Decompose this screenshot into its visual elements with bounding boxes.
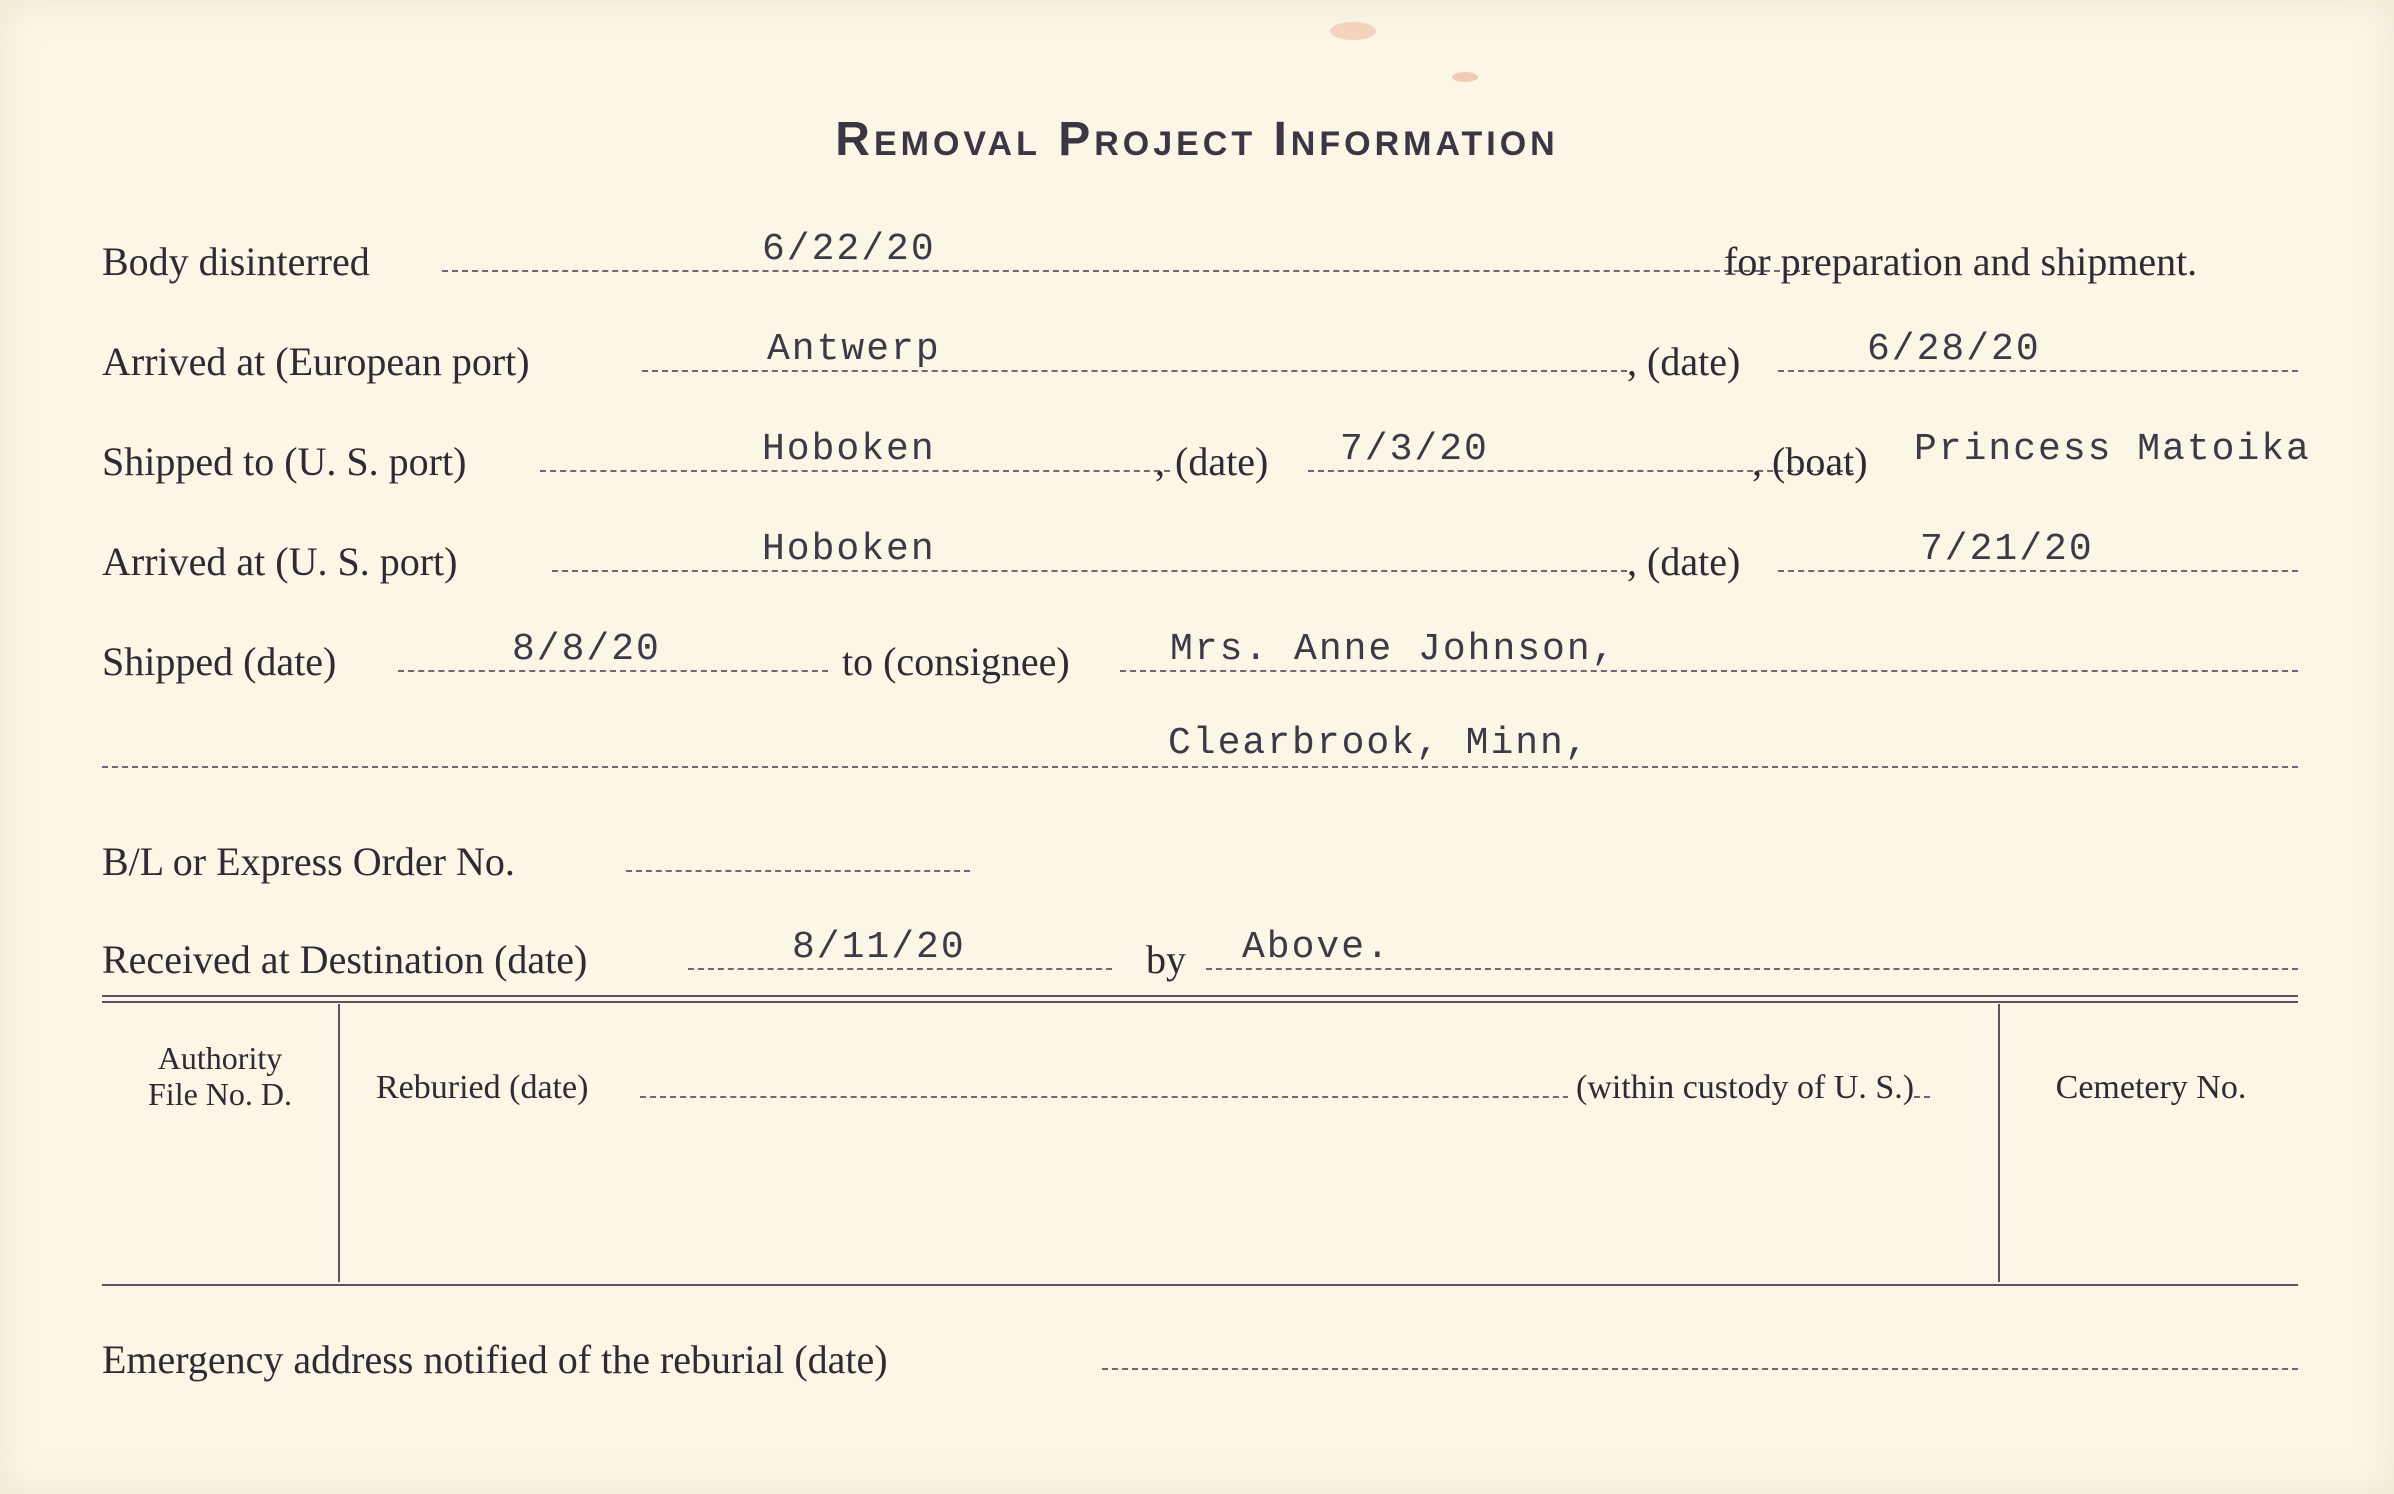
boat-name: Princess Matoika bbox=[1914, 428, 2311, 471]
table-divider bbox=[1998, 1004, 2000, 1282]
us-port-arrived-value: Hoboken bbox=[762, 528, 936, 571]
custody-label: (within custody of U. S.) bbox=[1568, 1058, 1914, 1118]
express-order-label: B/L or Express Order No. bbox=[102, 839, 515, 884]
shipped-row bbox=[102, 628, 2302, 692]
reburied-row bbox=[376, 1058, 1976, 1118]
european-port-label: Arrived at (European port) bbox=[102, 339, 530, 384]
file-no-label: File No. D. bbox=[148, 1076, 292, 1112]
shipped-date: 8/8/20 bbox=[512, 628, 661, 671]
body-disinterred-label: Body disinterred bbox=[102, 239, 370, 284]
date-label: , (date) bbox=[1155, 439, 1269, 484]
european-arrival-date: 6/28/20 bbox=[1867, 328, 2041, 371]
european-port-value: Antwerp bbox=[767, 328, 941, 371]
consignee-address: Clearbrook, Minn, bbox=[1168, 722, 1590, 765]
received-by: Above. bbox=[1242, 926, 1391, 969]
consignee-address-row bbox=[102, 722, 2302, 786]
stain-mark bbox=[1330, 22, 1376, 40]
disinterred-date: 6/22/20 bbox=[762, 228, 936, 271]
table-top-rule bbox=[102, 995, 2298, 997]
shipped-date-label: Shipped (date) bbox=[102, 639, 337, 684]
boat-label: , (boat) bbox=[1752, 439, 1868, 484]
received-label: Received at Destination (date) bbox=[102, 937, 588, 982]
reburied-label: Reburied (date) bbox=[376, 1069, 589, 1106]
us-port-shipped-label: Shipped to (U. S. port) bbox=[102, 439, 467, 484]
cemetery-no-label: Cemetery No. bbox=[2055, 1069, 2247, 1106]
leader-line bbox=[626, 870, 970, 872]
received-row bbox=[102, 926, 2302, 990]
table-bottom-rule bbox=[102, 1284, 2298, 1286]
authority-file-cell bbox=[110, 1040, 330, 1112]
emergency-row bbox=[102, 1330, 2302, 1390]
consignee-label: to (consignee) bbox=[842, 639, 1070, 684]
shipment-suffix: for preparation and shipment. bbox=[1724, 239, 2198, 284]
authority-label: Authority bbox=[157, 1040, 283, 1076]
us-port-arrived-label: Arrived at (U. S. port) bbox=[102, 539, 458, 584]
leader-line bbox=[552, 570, 1627, 572]
body-disinterred-row bbox=[102, 228, 2302, 292]
express-order-row bbox=[102, 832, 2302, 892]
european-port-row bbox=[102, 328, 2302, 392]
consignee-name: Mrs. Anne Johnson, bbox=[1170, 628, 1617, 671]
date-label: , (date) bbox=[1627, 339, 1741, 384]
leader-line bbox=[1102, 1368, 2298, 1370]
by-label: by bbox=[1146, 937, 1186, 982]
us-port-arrived-row bbox=[102, 528, 2302, 592]
received-date: 8/11/20 bbox=[792, 926, 966, 969]
table-divider bbox=[338, 1004, 340, 1282]
table-top-rule-double bbox=[102, 1001, 2298, 1003]
emergency-label: Emergency address notified of the reburial (date) bbox=[102, 1337, 888, 1382]
card-title: Removal Project Information bbox=[835, 113, 1559, 166]
date-label: , (date) bbox=[1627, 539, 1741, 584]
us-arrival-date: 7/21/20 bbox=[1920, 528, 2094, 571]
us-port-shipped-date: 7/3/20 bbox=[1340, 428, 1489, 471]
stain-mark bbox=[1452, 72, 1478, 82]
leader-line bbox=[442, 270, 1810, 272]
us-port-shipped-row bbox=[102, 428, 2311, 492]
us-port-shipped-value: Hoboken bbox=[762, 428, 936, 471]
